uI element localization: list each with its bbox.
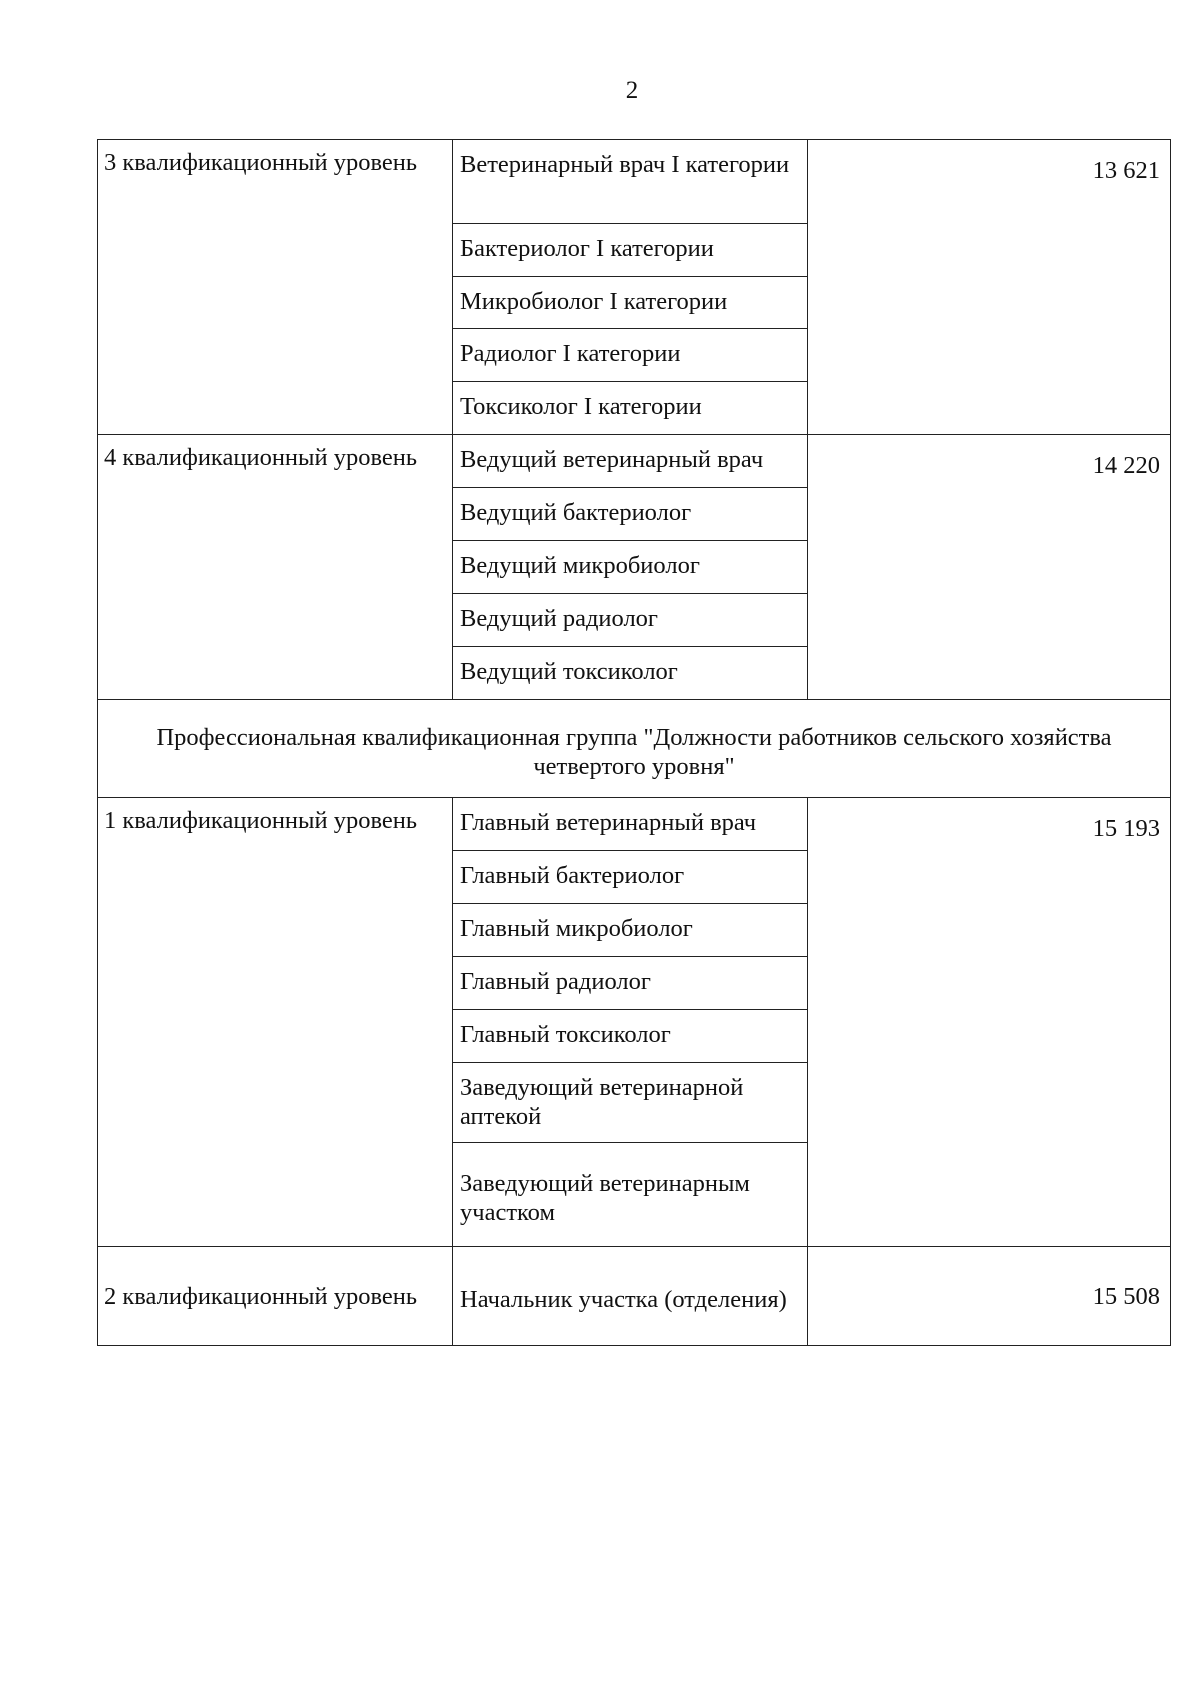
- position-cell: Заведующий ветеринарной аптекой: [453, 1063, 808, 1143]
- table-row: [98, 1247, 1171, 1346]
- position-cell: Радиолог I категории: [453, 329, 808, 382]
- position-cell: Главный радиолог: [453, 957, 808, 1010]
- position-cell: Главный ветеринарный врач: [453, 798, 808, 851]
- table-row: [98, 700, 1171, 798]
- page-number: 2: [625, 77, 639, 104]
- position-cell: Ведущий радиолог: [453, 594, 808, 647]
- position-cell: Микробиолог I категории: [453, 277, 808, 329]
- level-cell: 3 квалификационный уровень: [98, 140, 453, 435]
- position-cell: Ведущий токсиколог: [453, 647, 808, 700]
- salary-table: [97, 139, 1171, 1346]
- position-cell: Бактериолог I категории: [453, 224, 808, 277]
- table-row: [98, 435, 1171, 488]
- level-cell: 1 квалификационный уровень: [98, 798, 453, 1247]
- position-cell: Главный бактериолог: [453, 851, 808, 904]
- salary-cell: 13 621: [808, 140, 1171, 435]
- group-header: Профессиональная квалификационная группа "Должности работников сельского хозяйства четвертого уровня": [98, 700, 1171, 798]
- position-cell: Токсиколог I категории: [453, 382, 808, 435]
- salary-cell: 14 220: [808, 435, 1171, 700]
- salary-cell: 15 193: [808, 798, 1171, 1247]
- level-cell: 2 квалификационный уровень: [98, 1247, 453, 1346]
- position-cell: Главный микробиолог: [453, 904, 808, 957]
- position-cell: Ведущий бактериолог: [453, 488, 808, 541]
- position-cell: Ведущий микробиолог: [453, 541, 808, 594]
- salary-cell: 15 508: [808, 1247, 1171, 1346]
- position-cell: Ведущий ветеринарный врач: [453, 435, 808, 488]
- table-row: [98, 140, 1171, 224]
- table-row: [98, 798, 1171, 851]
- position-cell: Ветеринарный врач I категории: [453, 140, 808, 224]
- position-cell: Главный токсиколог: [453, 1010, 808, 1063]
- level-cell: 4 квалификационный уровень: [98, 435, 453, 700]
- position-cell: Заведующий ветеринарным участком: [453, 1143, 808, 1247]
- position-cell: Начальник участка (отделения): [453, 1247, 808, 1346]
